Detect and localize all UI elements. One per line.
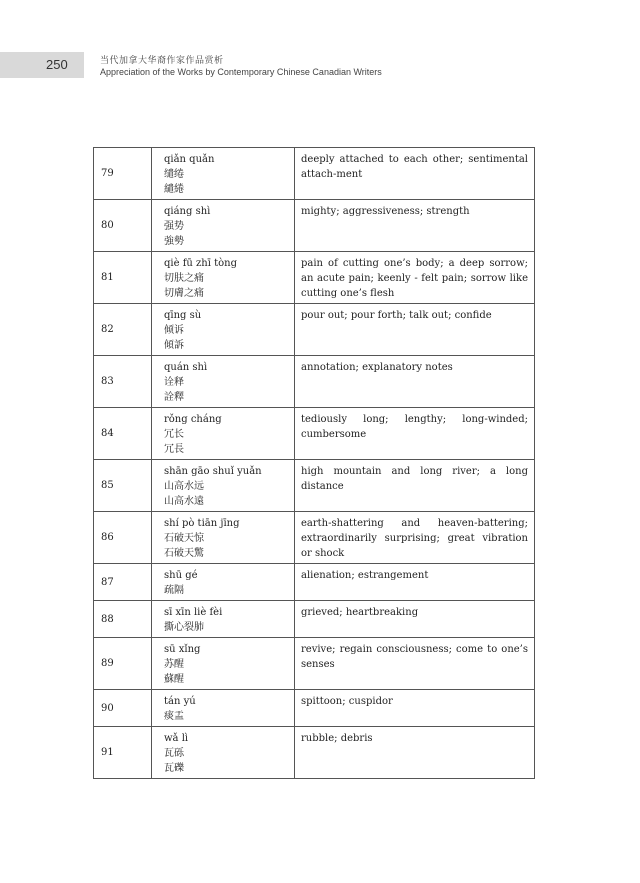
entry-traditional: 蘇醒 <box>164 674 184 685</box>
entry-definition: annotation; explanatory notes <box>295 356 535 408</box>
page-number-tab <box>0 52 84 78</box>
entry-term <box>152 727 295 779</box>
entry-term <box>152 304 295 356</box>
entry-traditional: 繾綣 <box>164 184 184 195</box>
entry-simplified: 倾诉 <box>164 325 184 336</box>
entry-number: 85 <box>94 460 152 512</box>
entry-number: 86 <box>94 512 152 564</box>
entry-traditional: 山高水遠 <box>164 496 204 507</box>
entry-number: 91 <box>94 727 152 779</box>
entry-number: 80 <box>94 200 152 252</box>
entry-term <box>152 200 295 252</box>
table-row <box>94 148 535 200</box>
entry-number: 87 <box>94 564 152 601</box>
table-row <box>94 564 535 601</box>
entry-term <box>152 408 295 460</box>
entry-pinyin: qīng sù <box>164 310 202 321</box>
entry-number: 81 <box>94 252 152 304</box>
table-row <box>94 690 535 727</box>
entry-term <box>152 356 295 408</box>
running-header-chinese: 当代加拿大华裔作家作品赏析 <box>100 56 224 66</box>
entry-simplified: 强势 <box>164 221 184 232</box>
table-row <box>94 460 535 512</box>
entry-pinyin: sū xǐng <box>164 644 201 655</box>
entry-definition: spittoon; cuspidor <box>295 690 535 727</box>
entry-definition: mighty; aggressiveness; strength <box>295 200 535 252</box>
entry-pinyin: qiè fū zhī tòng <box>164 258 237 269</box>
table-row <box>94 601 535 638</box>
glossary-table <box>93 147 535 779</box>
entry-traditional: 詮釋 <box>164 392 184 403</box>
page-number: 250 <box>46 57 68 72</box>
entry-term <box>152 690 295 727</box>
entry-definition: high mountain and long river; a long distance <box>295 460 535 512</box>
entry-simplified: 缱绻 <box>164 169 184 180</box>
table-row <box>94 638 535 690</box>
entry-definition: grieved; heartbreaking <box>295 601 535 638</box>
entry-term <box>152 148 295 200</box>
entry-definition: tediously long; lengthy; long-winded; cumbersome <box>295 408 535 460</box>
entry-simplified: 诠释 <box>164 377 184 388</box>
entry-pinyin: qiáng shì <box>164 206 211 217</box>
entry-number: 83 <box>94 356 152 408</box>
table-row <box>94 727 535 779</box>
entry-definition: pain of cutting one’s body; a deep sorrow; an acute pain; keenly - felt pain; sorrow like cutting one’s flesh <box>295 252 535 304</box>
entry-traditional: 切膚之痛 <box>164 288 204 299</box>
entry-definition: alienation; estrangement <box>295 564 535 601</box>
entry-number: 82 <box>94 304 152 356</box>
entry-simplified: 瓦砾 <box>164 748 184 759</box>
entry-definition: revive; regain consciousness; come to one’s senses <box>295 638 535 690</box>
entry-number: 88 <box>94 601 152 638</box>
entry-definition: rubble; debris <box>295 727 535 779</box>
entry-pinyin: quán shì <box>164 362 208 373</box>
entry-number: 79 <box>94 148 152 200</box>
entry-simplified: 石破天惊 <box>164 533 204 544</box>
entry-term <box>152 460 295 512</box>
entry-pinyin: sī xīn liè fèi <box>164 607 223 618</box>
entry-pinyin: shí pò tiān jīng <box>164 518 240 529</box>
entry-simplified: 疏隔 <box>164 585 184 596</box>
running-header-english: Appreciation of the Works by Contemporary Chinese Canadian Writers <box>100 67 382 77</box>
entry-definition: earth-shattering and heaven-battering; extraordinarily surprising; great vibration or shock <box>295 512 535 564</box>
entry-term <box>152 512 295 564</box>
entry-pinyin: shū gé <box>164 570 198 581</box>
entry-definition: deeply attached to each other; sentimental attach-ment <box>295 148 535 200</box>
entry-simplified: 山高水远 <box>164 481 204 492</box>
entry-traditional: 石破天驚 <box>164 548 204 559</box>
entry-pinyin: tán yú <box>164 696 196 707</box>
entry-traditional: 瓦礫 <box>164 763 184 774</box>
entry-simplified: 冗长 <box>164 429 184 440</box>
entry-number: 84 <box>94 408 152 460</box>
entry-pinyin: wǎ lì <box>164 733 189 744</box>
entry-number: 90 <box>94 690 152 727</box>
table-row <box>94 512 535 564</box>
entry-term <box>152 252 295 304</box>
entry-term <box>152 638 295 690</box>
entry-definition: pour out; pour forth; talk out; confide <box>295 304 535 356</box>
entry-simplified: 撕心裂肺 <box>164 622 204 633</box>
entry-simplified: 切肤之痛 <box>164 273 204 284</box>
entry-pinyin: rǒng cháng <box>164 414 222 425</box>
entry-traditional: 冗長 <box>164 444 184 455</box>
table-row <box>94 200 535 252</box>
entry-term <box>152 601 295 638</box>
entry-simplified: 苏醒 <box>164 659 184 670</box>
entry-pinyin: qiǎn quǎn <box>164 154 215 165</box>
table-row <box>94 252 535 304</box>
entry-number: 89 <box>94 638 152 690</box>
entry-traditional: 傾訴 <box>164 340 184 351</box>
table-row <box>94 356 535 408</box>
entry-simplified: 痰盂 <box>164 711 184 722</box>
entry-traditional: 強勢 <box>164 236 184 247</box>
entry-term <box>152 564 295 601</box>
entry-pinyin: shān gāo shuǐ yuǎn <box>164 466 262 477</box>
table-row <box>94 408 535 460</box>
table-row <box>94 304 535 356</box>
